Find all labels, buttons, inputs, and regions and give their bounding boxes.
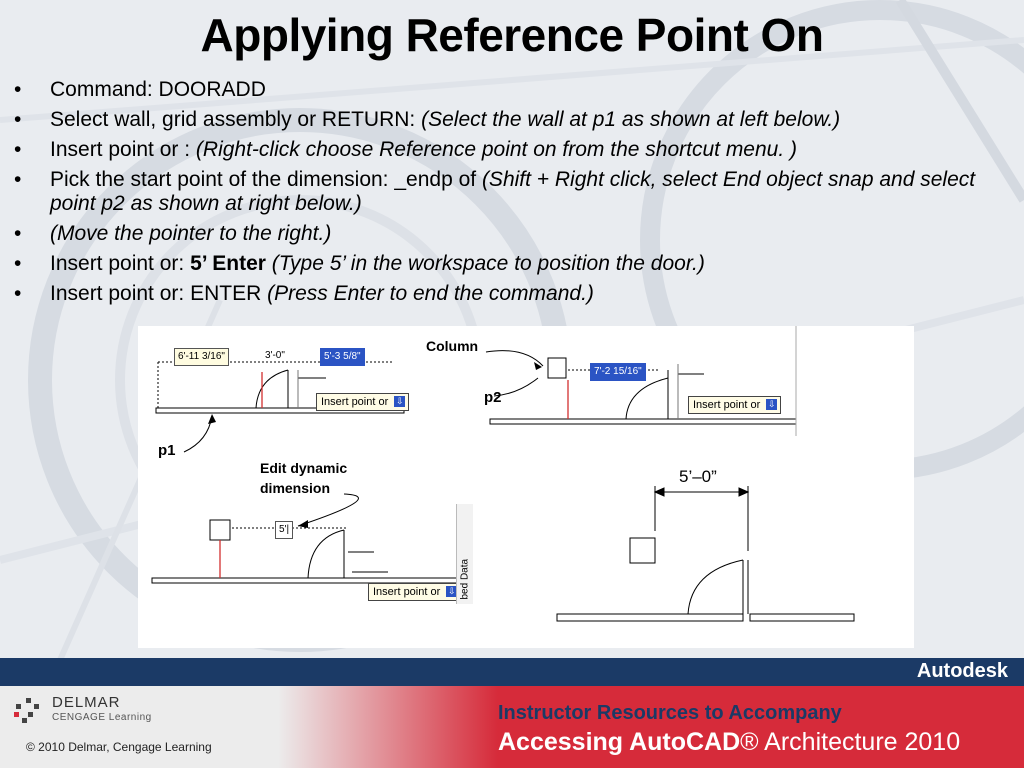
bullet-dot: • <box>14 138 22 161</box>
insert-point-tooltip-1 <box>316 393 409 411</box>
insert-point-tooltip-3 <box>368 583 461 601</box>
label-column: Column <box>426 338 479 354</box>
drawing-lines <box>138 326 914 648</box>
side-palette-tab-label: bed Data <box>459 558 471 600</box>
dimension-right-field[interactable]: 5'-3 5/8" <box>320 348 365 366</box>
footer-line2 <box>498 728 960 757</box>
tooltip-arrow-icon[interactable]: ⇩ <box>447 586 456 596</box>
bullet-item <box>14 252 1014 276</box>
bullet-dot: • <box>14 282 22 305</box>
bullet-text-part: Command: DOORADD <box>50 78 266 101</box>
label-p1: p1 <box>158 442 176 459</box>
side-palette-tab[interactable] <box>456 504 473 604</box>
bullet-item <box>14 108 1014 132</box>
bullet-text-part: 5’ Enter <box>190 252 266 275</box>
bullet-item <box>14 168 1014 216</box>
footer-line2-bold: Accessing AutoCAD <box>498 728 741 756</box>
bullet-text-part: Insert point or : <box>50 138 196 161</box>
bullet-text-part: (Type 5’ in the workspace to position the door.) <box>271 252 705 275</box>
footer-blue-band <box>0 658 1024 686</box>
annotation-line2: dimension <box>260 480 331 496</box>
bullet-item <box>14 282 1014 306</box>
dimension-mid-field[interactable]: 3'-0" <box>265 350 285 361</box>
bullet-text-part: (Move the pointer to the right.) <box>50 222 332 245</box>
footer-line2-rest: Architecture 2010 <box>758 728 961 756</box>
slide-title: Applying Reference Point On <box>200 9 824 61</box>
bullet-dot: • <box>14 168 22 191</box>
bullet-text-part: (Press Enter to end the command.) <box>267 282 594 305</box>
bullet-text-part: Insert point or: ENTER <box>50 282 268 305</box>
footer-line2-registered: ® <box>740 728 759 756</box>
bullet-text-part: Insert point or: <box>50 252 191 275</box>
bullet-text-part: Select wall, grid assembly or RETURN: <box>50 108 422 131</box>
bullet-dot: • <box>14 78 22 101</box>
bullet-dot: • <box>14 252 22 275</box>
label-p2: p2 <box>484 389 502 406</box>
bullet-dot: • <box>14 222 22 245</box>
tooltip-text: Insert point or <box>693 399 761 411</box>
footer-line1: Instructor Resources to Accompany <box>498 702 842 724</box>
tooltip-text: Insert point or <box>373 586 441 598</box>
footer-fade <box>278 686 498 768</box>
tooltip-arrow-icon[interactable]: ⇩ <box>395 396 404 406</box>
bullet-item <box>14 138 1014 162</box>
insert-point-tooltip-2 <box>688 396 781 414</box>
bullet-dot: • <box>14 108 22 131</box>
tooltip-text: Insert point or <box>321 396 389 408</box>
dimension-value-field[interactable]: 7'-2 15/16" <box>590 363 646 381</box>
dimension-5-0-label: 5’–0” <box>679 467 717 486</box>
dimension-left-field[interactable]: 6'-11 3/16" <box>174 348 229 366</box>
tooltip-arrow-icon[interactable]: ⇩ <box>767 399 776 409</box>
publisher-subtitle: CENGAGE Learning <box>52 712 152 723</box>
drawing-figure <box>138 326 914 648</box>
dynamic-dimension-input[interactable]: 5'| <box>275 521 293 539</box>
bullet-text-part: (Right-click choose Reference point on from the shortcut menu. ) <box>195 138 798 161</box>
copyright-text: © 2010 Delmar, Cengage Learning <box>26 740 212 754</box>
bullet-text-part: Pick the start point of the dimension: _endp of <box>50 168 482 191</box>
bullet-list <box>14 78 1014 312</box>
publisher-name: DELMAR <box>52 694 121 711</box>
delmar-logo-icon <box>14 698 46 724</box>
bullet-item <box>14 222 1014 246</box>
bullet-item <box>14 78 1014 102</box>
bullet-text-part: (Select the wall at p1 as shown at left below.) <box>421 108 841 131</box>
autodesk-logo-text: Autodesk <box>916 660 1008 682</box>
annotation-line1: Edit dynamic <box>260 460 348 476</box>
bullet-text-part: (Shift + Right click, select End object snap and select point p2 as shown at right below.) <box>50 168 976 215</box>
